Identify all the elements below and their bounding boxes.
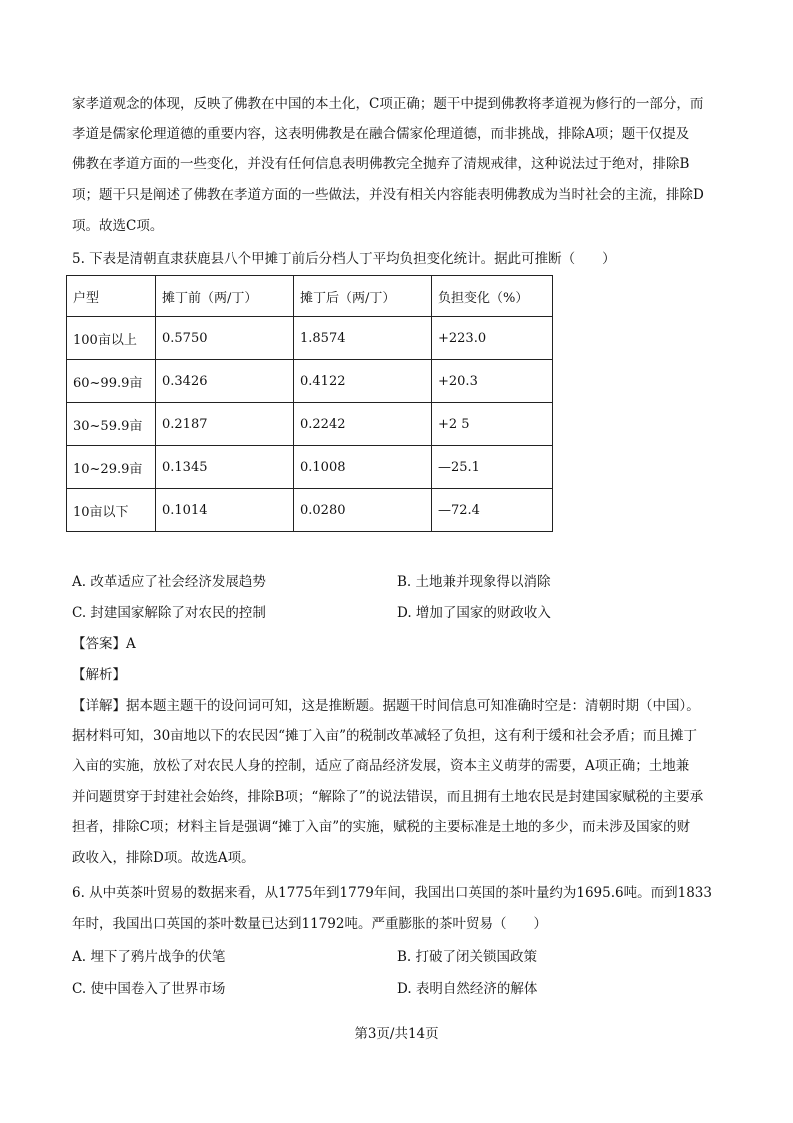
option-c: C. 封建国家解除了对农民的控制 bbox=[72, 605, 266, 621]
burden-table bbox=[66, 275, 553, 532]
detail-line: 并问题贯穿于封建社会始终，排除B项；“解除了”的说法错误，而且拥有土地农民是封建国家赋税的主要承 bbox=[72, 789, 704, 805]
paragraph-line: 孝道是儒家伦理道德的重要内容，这表明佛教是在融合儒家伦理道德，而非挑战，排除A项；题干仅提及 bbox=[72, 126, 690, 142]
detail-label: 【详解】 bbox=[72, 698, 126, 714]
table-cell: +2 5 bbox=[432, 403, 553, 446]
question-6-stem: 6. 从中英茶叶贸易的数据来看，从1775年到1779年间，我国出口英国的茶叶量约为1695.6吨。而到1833 bbox=[72, 885, 712, 901]
paragraph-line: 项。故选C项。 bbox=[72, 218, 164, 234]
answer-label: 【答案】 bbox=[72, 636, 126, 652]
table-cell: +223.0 bbox=[432, 317, 553, 360]
table-header-cell: 摊丁后（两/丁） bbox=[294, 276, 432, 317]
detail-line: 入亩的实施，放松了对农民人身的控制，适应了商品经济发展，资本主义萌芽的需要，A项正确；土地兼 bbox=[72, 758, 690, 774]
paragraph-line: 佛教在孝道方面的一些变化，并没有任何信息表明佛教完全抛弃了清规戒律，这种说法过于绝对，排除B bbox=[72, 156, 690, 172]
table-row bbox=[67, 446, 553, 489]
detail-line: 据材料可知，30亩地以下的农民因“摊丁入亩”的税制改革减轻了负担，这有利于缓和社会矛盾；而且摊丁 bbox=[72, 728, 697, 744]
table-cell: 0.4122 bbox=[294, 360, 432, 403]
table-header-row bbox=[67, 276, 553, 317]
table-cell: 0.2242 bbox=[294, 403, 432, 446]
table-cell: 0.1008 bbox=[294, 446, 432, 489]
table-cell: 0.5750 bbox=[156, 317, 294, 360]
table-header-cell: 户型 bbox=[67, 276, 156, 317]
table-cell: 10亩以下 bbox=[67, 489, 156, 532]
table-cell: —72.4 bbox=[432, 489, 553, 532]
detail-text: 据本题主题干的设问词可知，这是推断题。据题干时间信息可知准确时空是：清朝时期（中国）。 bbox=[126, 698, 700, 714]
table-header-cell: 摊丁前（两/丁） bbox=[156, 276, 294, 317]
page-footer: 第3页/共14页 bbox=[354, 1026, 439, 1042]
paragraph-line: 家孝道观念的体现，反映了佛教在中国的本土化，C项正确；题干中提到佛教将孝道视为修行的一部分，而 bbox=[72, 96, 704, 112]
table-cell: 0.0280 bbox=[294, 489, 432, 532]
paragraph-line: 项；题干只是阐述了佛教在孝道方面的一些做法，并没有相关内容能表明佛教成为当时社会的主流，排除D bbox=[72, 187, 704, 203]
option-d: D. 增加了国家的财政收入 bbox=[397, 605, 551, 621]
table-cell: 0.1014 bbox=[156, 489, 294, 532]
detail-line: 担者，排除C项；材料主旨是强调“摊丁入亩”的实施，赋税的主要标准是土地的多少，而未涉及国家的财 bbox=[72, 819, 691, 835]
analysis-label: 【解析】 bbox=[72, 667, 126, 683]
option-b: B. 打破了闭关锁国政策 bbox=[397, 949, 538, 965]
table-cell: 0.2187 bbox=[156, 403, 294, 446]
table-cell: 100亩以上 bbox=[67, 317, 156, 360]
detail-line bbox=[72, 697, 732, 715]
table-cell: 60~99.9亩 bbox=[67, 360, 156, 403]
table-cell: 0.3426 bbox=[156, 360, 294, 403]
option-c: C. 使中国卷入了世界市场 bbox=[72, 981, 226, 997]
option-a: A. 埋下了鸦片战争的伏笔 bbox=[72, 949, 226, 965]
table-header-cell: 负担变化（%） bbox=[432, 276, 553, 317]
option-a: A. 改革适应了社会经济发展趋势 bbox=[72, 574, 266, 590]
option-d: D. 表明自然经济的解体 bbox=[397, 981, 538, 997]
question-5-stem: 5. 下表是清朝直隶获鹿县八个甲摊丁前后分档人丁平均负担变化统计。据此可推断（ ） bbox=[72, 251, 616, 267]
detail-line: 政收入，排除D项。故选A项。 bbox=[72, 850, 255, 866]
table-row bbox=[67, 317, 553, 360]
table-cell: 1.8574 bbox=[294, 317, 432, 360]
question-6-stem: 年时，我国出口英国的茶叶数量已达到11792吨。严重膨胀的茶叶贸易（ ） bbox=[72, 916, 547, 932]
table-row bbox=[67, 360, 553, 403]
table-row bbox=[67, 489, 553, 532]
table-cell: +20.3 bbox=[432, 360, 553, 403]
option-b: B. 土地兼并现象得以消除 bbox=[397, 574, 551, 590]
table-cell: 0.1345 bbox=[156, 446, 294, 489]
table-cell: 10~29.9亩 bbox=[67, 446, 156, 489]
table-cell: 30~59.9亩 bbox=[67, 403, 156, 446]
table-row bbox=[67, 403, 553, 446]
answer-value: A bbox=[126, 636, 136, 652]
table-cell: —25.1 bbox=[432, 446, 553, 489]
answer-line bbox=[72, 635, 732, 653]
